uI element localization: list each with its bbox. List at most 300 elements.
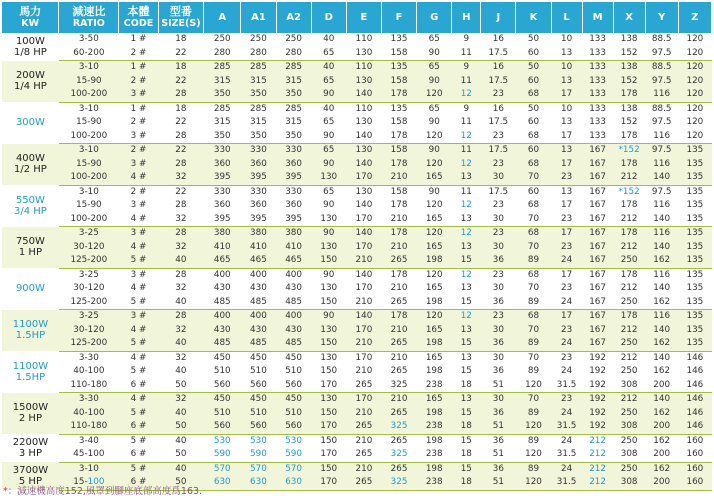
code-cell: 5 # <box>119 337 158 351</box>
dim-cell-y: 116 <box>645 130 678 144</box>
dim-cell-h: 9 <box>452 33 481 47</box>
dim-cell-a1: 465 <box>241 254 276 268</box>
dim-cell-a2: 350 <box>276 130 311 144</box>
size-cell: 40 <box>158 462 204 476</box>
dim-cell-j: 36 <box>481 296 516 310</box>
dim-cell-x: *152 <box>613 144 645 158</box>
dim-cell-g: 65 <box>417 102 452 116</box>
table-row <box>2 379 712 393</box>
size-cell: 32 <box>158 324 204 338</box>
dim-cell-e: 210 <box>346 434 381 448</box>
dim-cell-y: 162 <box>645 337 678 351</box>
dim-cell-g: 90 <box>417 47 452 61</box>
size-cell: 22 <box>158 75 204 89</box>
dim-cell-x: 212 <box>613 324 645 338</box>
dim-cell-j: 23 <box>481 88 516 102</box>
dim-cell-e: 170 <box>346 393 381 407</box>
dim-cell-k: 89 <box>516 407 551 421</box>
dim-cell-m: 212 <box>582 476 613 490</box>
table-row <box>2 393 712 407</box>
dim-cell-x: *152 <box>613 185 645 199</box>
dim-cell-z: 135 <box>678 199 711 213</box>
header-dim-h: H <box>452 2 481 33</box>
size-cell: 32 <box>158 351 204 365</box>
dim-cell-f: 265 <box>382 434 417 448</box>
dim-cell-e: 210 <box>346 407 381 421</box>
size-cell: 40 <box>158 365 204 379</box>
dim-cell-e: 170 <box>346 213 381 227</box>
ratio-cell: 3-10 <box>59 102 119 116</box>
dim-cell-h: 15 <box>452 254 481 268</box>
power-cell: 900W <box>2 268 59 310</box>
dim-cell-e: 110 <box>346 33 381 47</box>
power-cell: 1100W 1.5HP <box>2 310 59 352</box>
code-cell: 5 # <box>119 462 158 476</box>
dim-cell-k: 70 <box>516 213 551 227</box>
header-dim-l: L <box>551 2 582 33</box>
dim-cell-a1: 250 <box>241 33 276 47</box>
dim-cell-z: 135 <box>678 254 711 268</box>
dim-cell-h: 18 <box>452 420 481 434</box>
dim-cell-a: 430 <box>204 324 241 338</box>
dim-cell-f: 178 <box>382 130 417 144</box>
dim-cell-d: 130 <box>311 171 346 185</box>
dim-cell-y: 140 <box>645 213 678 227</box>
dim-cell-l: 24 <box>551 462 582 476</box>
dim-cell-e: 140 <box>346 310 381 324</box>
code-cell: 6 # <box>119 476 158 490</box>
size-cell: 50 <box>158 379 204 393</box>
dim-cell-g: 90 <box>417 144 452 158</box>
dim-cell-f: 135 <box>382 102 417 116</box>
dim-cell-z: 160 <box>678 448 711 462</box>
dim-cell-l: 17 <box>551 130 582 144</box>
dim-cell-a1: 430 <box>241 282 276 296</box>
dim-cell-m: 167 <box>582 199 613 213</box>
dim-cell-d: 65 <box>311 185 346 199</box>
dim-cell-d: 40 <box>311 102 346 116</box>
dim-cell-h: 9 <box>452 61 481 75</box>
dim-cell-m: 192 <box>582 365 613 379</box>
dim-cell-d: 130 <box>311 282 346 296</box>
header-dim-a2: A2 <box>276 2 311 33</box>
dim-cell-a: 485 <box>204 337 241 351</box>
dim-cell-a: 510 <box>204 365 241 379</box>
table-row <box>2 310 712 324</box>
header-dim-y: Y <box>645 2 678 33</box>
dim-cell-l: 10 <box>551 33 582 47</box>
size-cell: 40 <box>158 254 204 268</box>
dim-cell-d: 65 <box>311 116 346 130</box>
code-cell: 1 # <box>119 102 158 116</box>
dim-cell-d: 150 <box>311 365 346 379</box>
ratio-cell: 125-200 <box>59 254 119 268</box>
size-cell: 28 <box>158 268 204 282</box>
dim-cell-a2: 450 <box>276 393 311 407</box>
dim-cell-a2: 465 <box>276 254 311 268</box>
dim-cell-h: 9 <box>452 102 481 116</box>
dim-cell-f: 265 <box>382 462 417 476</box>
dim-cell-m: 167 <box>582 296 613 310</box>
dim-cell-l: 23 <box>551 351 582 365</box>
dim-cell-e: 265 <box>346 448 381 462</box>
code-cell: 3 # <box>119 88 158 102</box>
size-cell: 32 <box>158 213 204 227</box>
dim-cell-k: 89 <box>516 434 551 448</box>
dim-cell-y: 140 <box>645 324 678 338</box>
dim-cell-d: 170 <box>311 420 346 434</box>
dim-cell-j: 30 <box>481 171 516 185</box>
table-row <box>2 268 712 282</box>
footnote <box>3 483 202 497</box>
dim-cell-k: 60 <box>516 75 551 89</box>
table-row <box>2 47 712 61</box>
dim-cell-x: 178 <box>613 310 645 324</box>
dim-cell-a1: 350 <box>241 130 276 144</box>
code-cell: 2 # <box>119 144 158 158</box>
dim-cell-a2: 330 <box>276 185 311 199</box>
dim-cell-f: 265 <box>382 407 417 421</box>
dim-cell-j: 17.5 <box>481 144 516 158</box>
table-row <box>2 75 712 89</box>
dim-cell-g: 198 <box>417 434 452 448</box>
dim-cell-g: 165 <box>417 171 452 185</box>
dim-cell-a1: 510 <box>241 365 276 379</box>
dim-cell-m: 167 <box>582 158 613 172</box>
ratio-cell: 110-180 <box>59 420 119 434</box>
dim-cell-j: 16 <box>481 33 516 47</box>
table-row <box>2 227 712 241</box>
header-dim-g: G <box>417 2 452 33</box>
size-cell: 50 <box>158 476 204 490</box>
dim-cell-z: 146 <box>678 379 711 393</box>
dim-cell-l: 24 <box>551 407 582 421</box>
table-row <box>2 199 712 213</box>
dim-cell-a1: 630 <box>241 476 276 490</box>
dim-cell-k: 70 <box>516 351 551 365</box>
power-cell: 550W 3/4 HP <box>2 185 59 227</box>
dim-cell-a: 330 <box>204 185 241 199</box>
dim-cell-k: 89 <box>516 254 551 268</box>
dim-cell-a2: 285 <box>276 102 311 116</box>
code-cell: 3 # <box>119 130 158 144</box>
dim-cell-k: 50 <box>516 102 551 116</box>
dim-cell-h: 13 <box>452 282 481 296</box>
code-cell: 3 # <box>119 199 158 213</box>
dim-cell-e: 265 <box>346 379 381 393</box>
dim-cell-j: 23 <box>481 199 516 213</box>
ratio-cell: 3-40 <box>59 434 119 448</box>
dim-cell-h: 15 <box>452 337 481 351</box>
dim-cell-z: 120 <box>678 47 711 61</box>
dim-cell-h: 18 <box>452 379 481 393</box>
table-row <box>2 61 712 75</box>
dim-cell-k: 60 <box>516 185 551 199</box>
dim-cell-j: 36 <box>481 337 516 351</box>
table-row <box>2 130 712 144</box>
ratio-cell: 15-100 <box>59 476 119 490</box>
dim-cell-d: 90 <box>311 158 346 172</box>
power-cell: 3700W 5 HP <box>2 462 59 490</box>
dim-cell-d: 90 <box>311 130 346 144</box>
code-cell: 4 # <box>119 393 158 407</box>
dim-cell-z: 120 <box>678 75 711 89</box>
dim-cell-z: 120 <box>678 61 711 75</box>
dim-cell-g: 120 <box>417 227 452 241</box>
dim-cell-e: 110 <box>346 61 381 75</box>
dim-cell-a1: 330 <box>241 144 276 158</box>
dim-cell-z: 135 <box>678 296 711 310</box>
dim-cell-k: 68 <box>516 268 551 282</box>
dim-cell-k: 60 <box>516 116 551 130</box>
size-cell: 28 <box>158 158 204 172</box>
code-cell: 4 # <box>119 241 158 255</box>
dim-cell-h: 12 <box>452 130 481 144</box>
dim-cell-j: 30 <box>481 282 516 296</box>
ratio-cell: 30-120 <box>59 324 119 338</box>
code-cell: 4 # <box>119 213 158 227</box>
dim-cell-y: 116 <box>645 227 678 241</box>
dim-cell-j: 23 <box>481 158 516 172</box>
dim-cell-m: 167 <box>582 268 613 282</box>
footnote-star: * <box>3 486 8 497</box>
dim-cell-h: 12 <box>452 199 481 213</box>
dim-cell-m: 167 <box>582 254 613 268</box>
table-row <box>2 171 712 185</box>
dim-cell-k: 68 <box>516 199 551 213</box>
dim-cell-f: 325 <box>382 448 417 462</box>
dim-cell-m: 167 <box>582 282 613 296</box>
dim-cell-d: 90 <box>311 268 346 282</box>
dim-cell-a: 560 <box>204 379 241 393</box>
size-cell: 22 <box>158 116 204 130</box>
dim-cell-h: 12 <box>452 310 481 324</box>
ratio-cell: 3-50 <box>59 33 119 47</box>
dim-cell-z: 160 <box>678 434 711 448</box>
dim-cell-k: 50 <box>516 61 551 75</box>
dim-cell-d: 150 <box>311 296 346 310</box>
table-row <box>2 241 712 255</box>
dim-cell-l: 23 <box>551 324 582 338</box>
dim-cell-d: 90 <box>311 88 346 102</box>
dim-cell-j: 30 <box>481 351 516 365</box>
ratio-cell: 125-200 <box>59 337 119 351</box>
dim-cell-a: 350 <box>204 130 241 144</box>
dim-cell-h: 12 <box>452 227 481 241</box>
dim-cell-h: 12 <box>452 158 481 172</box>
dim-cell-g: 165 <box>417 213 452 227</box>
dim-cell-x: 250 <box>613 407 645 421</box>
header-size: 型番 SIZE(S) <box>158 2 204 33</box>
ratio-cell: 40-100 <box>59 365 119 379</box>
dim-cell-h: 15 <box>452 296 481 310</box>
dim-cell-a1: 510 <box>241 407 276 421</box>
ratio-cell: 40-100 <box>59 407 119 421</box>
dim-cell-d: 90 <box>311 227 346 241</box>
dim-cell-h: 13 <box>452 213 481 227</box>
size-cell: 32 <box>158 241 204 255</box>
ratio-cell: 100-200 <box>59 130 119 144</box>
dim-cell-h: 12 <box>452 268 481 282</box>
dim-cell-f: 158 <box>382 75 417 89</box>
dim-cell-k: 89 <box>516 296 551 310</box>
dim-cell-a: 560 <box>204 420 241 434</box>
dim-cell-y: 140 <box>645 351 678 365</box>
dim-cell-j: 16 <box>481 102 516 116</box>
dim-cell-j: 17.5 <box>481 47 516 61</box>
dim-cell-a1: 330 <box>241 185 276 199</box>
dim-cell-m: 192 <box>582 420 613 434</box>
dim-cell-h: 15 <box>452 407 481 421</box>
dim-cell-z: 135 <box>678 324 711 338</box>
dim-cell-k: 50 <box>516 33 551 47</box>
code-cell: 4 # <box>119 282 158 296</box>
code-cell: 5 # <box>119 296 158 310</box>
table-row <box>2 337 712 351</box>
dim-cell-x: 152 <box>613 116 645 130</box>
dim-cell-m: 212 <box>582 434 613 448</box>
size-cell: 18 <box>158 102 204 116</box>
dim-cell-g: 120 <box>417 268 452 282</box>
size-cell: 28 <box>158 88 204 102</box>
dim-cell-z: 146 <box>678 420 711 434</box>
dim-cell-z: 135 <box>678 227 711 241</box>
dim-cell-y: 200 <box>645 476 678 490</box>
dim-cell-l: 24 <box>551 296 582 310</box>
dim-cell-f: 135 <box>382 61 417 75</box>
dim-cell-a2: 590 <box>276 448 311 462</box>
dim-cell-a2: 360 <box>276 199 311 213</box>
dim-cell-a1: 315 <box>241 116 276 130</box>
dim-cell-g: 120 <box>417 88 452 102</box>
footnote-text: ：減速機高度152,風罩到腳座底部高度爲163. <box>7 486 203 497</box>
dim-cell-a1: 430 <box>241 324 276 338</box>
dim-cell-x: 178 <box>613 130 645 144</box>
dim-cell-e: 170 <box>346 351 381 365</box>
dim-cell-h: 18 <box>452 448 481 462</box>
code-cell: 3 # <box>119 158 158 172</box>
dim-cell-d: 65 <box>311 75 346 89</box>
code-cell: 5 # <box>119 434 158 448</box>
dim-cell-f: 210 <box>382 324 417 338</box>
dim-cell-x: 178 <box>613 268 645 282</box>
dim-cell-k: 70 <box>516 324 551 338</box>
dim-cell-y: 140 <box>645 282 678 296</box>
dim-cell-f: 178 <box>382 199 417 213</box>
dim-cell-a2: 330 <box>276 144 311 158</box>
dim-cell-z: 135 <box>678 144 711 158</box>
dim-cell-d: 150 <box>311 434 346 448</box>
dim-cell-a: 510 <box>204 407 241 421</box>
dim-cell-x: 308 <box>613 476 645 490</box>
dim-cell-h: 11 <box>452 116 481 130</box>
ratio-cell: 3-30 <box>59 351 119 365</box>
header-dim-f: F <box>382 2 417 33</box>
dim-cell-k: 120 <box>516 379 551 393</box>
dim-cell-f: 210 <box>382 213 417 227</box>
dim-cell-y: 116 <box>645 88 678 102</box>
dim-cell-l: 10 <box>551 61 582 75</box>
dim-cell-j: 36 <box>481 254 516 268</box>
table-row <box>2 324 712 338</box>
dim-cell-l: 31.5 <box>551 448 582 462</box>
dim-cell-a: 395 <box>204 213 241 227</box>
size-cell: 40 <box>158 434 204 448</box>
spec-table <box>2 2 712 491</box>
dim-cell-a1: 360 <box>241 199 276 213</box>
dim-cell-d: 150 <box>311 462 346 476</box>
dim-cell-a1: 315 <box>241 75 276 89</box>
dim-cell-a2: 350 <box>276 88 311 102</box>
dim-cell-k: 70 <box>516 393 551 407</box>
dim-cell-a: 315 <box>204 116 241 130</box>
dim-cell-a1: 400 <box>241 268 276 282</box>
dim-cell-a1: 570 <box>241 462 276 476</box>
dim-cell-a1: 285 <box>241 102 276 116</box>
size-cell: 28 <box>158 199 204 213</box>
dim-cell-j: 36 <box>481 365 516 379</box>
dim-cell-h: 15 <box>452 434 481 448</box>
code-cell: 2 # <box>119 116 158 130</box>
size-cell: 18 <box>158 61 204 75</box>
dim-cell-e: 130 <box>346 144 381 158</box>
dim-cell-f: 158 <box>382 144 417 158</box>
dim-cell-h: 15 <box>452 462 481 476</box>
dim-cell-x: 250 <box>613 254 645 268</box>
dim-cell-g: 120 <box>417 199 452 213</box>
dim-cell-z: 146 <box>678 407 711 421</box>
dim-cell-g: 65 <box>417 33 452 47</box>
dim-cell-x: 250 <box>613 434 645 448</box>
size-cell: 40 <box>158 296 204 310</box>
dim-cell-l: 13 <box>551 185 582 199</box>
dim-cell-j: 36 <box>481 434 516 448</box>
dim-cell-m: 167 <box>582 144 613 158</box>
dim-cell-f: 158 <box>382 47 417 61</box>
dim-cell-a2: 395 <box>276 213 311 227</box>
dim-cell-d: 150 <box>311 407 346 421</box>
dim-cell-l: 24 <box>551 337 582 351</box>
dim-cell-a1: 485 <box>241 296 276 310</box>
dim-cell-d: 130 <box>311 393 346 407</box>
dim-cell-j: 51 <box>481 476 516 490</box>
dim-cell-l: 23 <box>551 393 582 407</box>
code-cell: 5 # <box>119 365 158 379</box>
dim-cell-a1: 395 <box>241 171 276 185</box>
dim-cell-l: 17 <box>551 158 582 172</box>
dim-cell-z: 135 <box>678 158 711 172</box>
dim-cell-z: 120 <box>678 116 711 130</box>
dim-cell-d: 130 <box>311 324 346 338</box>
dim-cell-f: 210 <box>382 171 417 185</box>
dim-cell-l: 24 <box>551 434 582 448</box>
dim-cell-j: 17.5 <box>481 185 516 199</box>
dim-cell-g: 165 <box>417 282 452 296</box>
dim-cell-e: 140 <box>346 227 381 241</box>
power-cell: 1500W 2 HP <box>2 393 59 435</box>
dim-cell-a2: 250 <box>276 33 311 47</box>
dim-cell-a1: 350 <box>241 88 276 102</box>
dim-cell-a: 465 <box>204 254 241 268</box>
dim-cell-k: 120 <box>516 420 551 434</box>
ratio-cell: 100-200 <box>59 88 119 102</box>
dim-cell-h: 11 <box>452 144 481 158</box>
dim-cell-y: 88.5 <box>645 102 678 116</box>
dim-cell-y: 162 <box>645 407 678 421</box>
dim-cell-a2: 630 <box>276 476 311 490</box>
dim-cell-g: 90 <box>417 116 452 130</box>
dim-cell-d: 130 <box>311 351 346 365</box>
